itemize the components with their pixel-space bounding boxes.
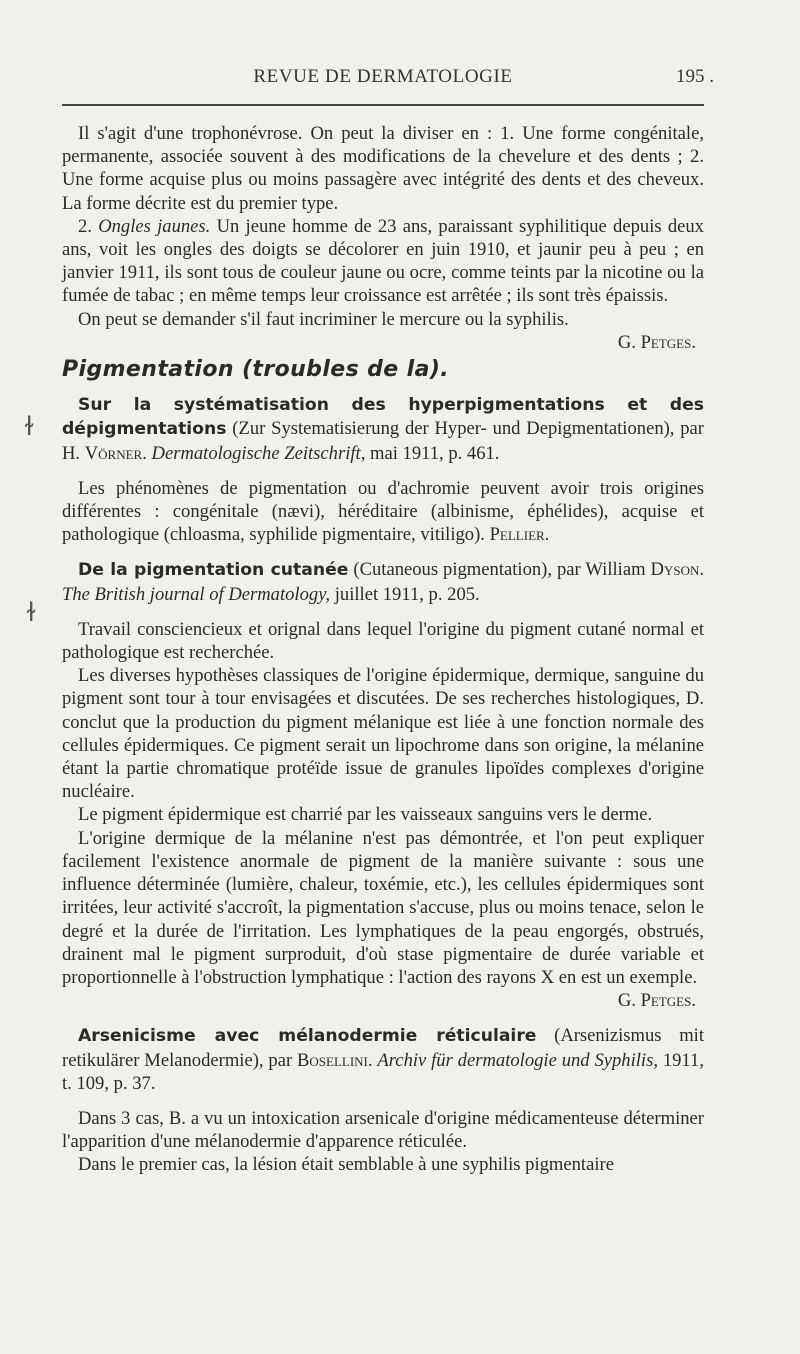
reviewer-signature: Pellier. [489,524,550,546]
subheading: Ongles jaunes. [98,215,211,237]
running-title: REVUE DE DERMATOLOGIE [253,66,513,87]
article-body: Les phénomènes de pigmentation ou d'achromie peuvent avoir trois origines différentes : congénitale (nævi), héréditaire (albinisme, éphélides), acquise et pathologique (chloasma, syphilide pigmentaire, vitiligo). Pellier. [62,477,704,546]
margin-annotation-2: ɫ [26,598,37,628]
article-body: Dans le premier cas, la lésion était semblable à une syphilis pigmentaire [78,1154,614,1176]
section-heading: Pigmentation (troubles de la). [62,357,450,383]
journal-name: The British journal of Dermatology, [62,583,331,605]
journal-name: Dermatologische Zeitschrift, [151,442,366,464]
reviewer-signature: G. Petges. [617,331,696,353]
article-author: Bosellini. [297,1049,373,1071]
article-author: Vörner. [84,442,147,464]
reviewer-signature: G. Petges. [617,990,696,1012]
article-title: Sur la systématisation des hyperpigmentations et des dépigmentations [62,395,704,440]
page-header [62,66,714,94]
paragraph-ongles: 2. Ongles jaunes. Un jeune homme de 23 ans, paraissant syphilitique depuis deux ans, voit les ongles des doigts se décolorer en juin 1910, et jaunir peu à peu ; en janvier 1911, ils sont tous de couleur jaune ou ocre, comme teints par la nicotine ou la fumée de tabac ; en même temps leur croissance est arrêtée ; ils sont très épaissis. [62,215,704,307]
paragraph: Il s'agit d'une trophonévrose. On peut la diviser en : 1. Une forme congénitale, permanente, associée souvent à des modifications de la chevelure et des dents ; 2. Une forme acquise plus ou moins passagère avec intégrité des dents et des cheveux. La forme décrite est du premier type. [62,123,704,214]
article-author: Dyson. [650,559,705,581]
body-text [62,122,704,1177]
margin-annotation-1: ɫ [24,412,35,442]
article-body: L'origine dermique de la mélanine n'est pas démontrée, et l'on peut expliquer facilement l'existence anormale de pigment de la manière suivante : sous une influence déterminée (lumière, chaleur, toxémie, etc.), les cellules épidermiques sont irritées, leur activité s'accroît, la pigmentation s'accuse, plus ou moins tenace, selon le degré et la durée de l'irritation. Les lymphatiques de la peau engorgés, obstrués, drainent mal le pigment surproduit, d'où stase pigmentaire de durée variable et proportionnelle à l'obstruction lymphatique : l'action des rayons X en est un exemple. [62,827,704,988]
article-title: Arsenicisme avec mélanodermie réticulaire [78,1026,537,1047]
article-body: Dans 3 cas, B. a vu un intoxication arsenicale d'origine médicamenteuse déterminer l'apparition d'une mélanodermie d'apparence réticulée. [62,1107,704,1153]
article-header: De la pigmentation cutanée (Cutaneous pigmentation), par William Dyson. The British journal of Dermatology, juillet 1911, p. 205. [62,559,705,605]
paragraph: On peut se demander s'il faut incriminer le mercure ou la syphilis. [78,308,569,330]
article-header: Arsenicisme avec mélanodermie réticulaire (Arsenizismus mit retikulärer Melanodermie), par Bosellini. Archiv für dermatologie und Syphilis, 1911, t. 109, p. 37. [62,1025,704,1094]
article-body: Le pigment épidermique est charrié par les vaisseaux sanguins vers le derme. [78,804,653,826]
page-number: 195 . [676,66,714,87]
article-title: De la pigmentation cutanée [78,560,349,581]
journal-name: Archiv für dermatologie und Syphilis, [377,1049,658,1071]
article-body: Travail consciencieux et orignal dans lequel l'origine du pigment cutané normal et pathologique est recherchée. [62,618,704,664]
article-body: Les diverses hypothèses classiques de l'origine épidermique, dermique, sanguine du pigment sont tour à tour envisagées et discutées. De ses recherches histologiques, D. conclut que la production du pigment mélanique est liée à une fonction normale des cellules épidermiques. Ce pigment serait un lipochrome dans son origine, la mélanine étant la partie chromatique protéïde issue de granules lipoïdes complexes d'origine nucléaire. [62,665,704,803]
header-rule [62,104,704,106]
article-header: Sur la systématisation des hyperpigmentations et des dépigmentations (Zur Systematisierung der Hyper- und Depigmentationen), par H. Vörner. Dermatologische Zeitschrift, mai 1911, p. 461. [62,395,704,464]
